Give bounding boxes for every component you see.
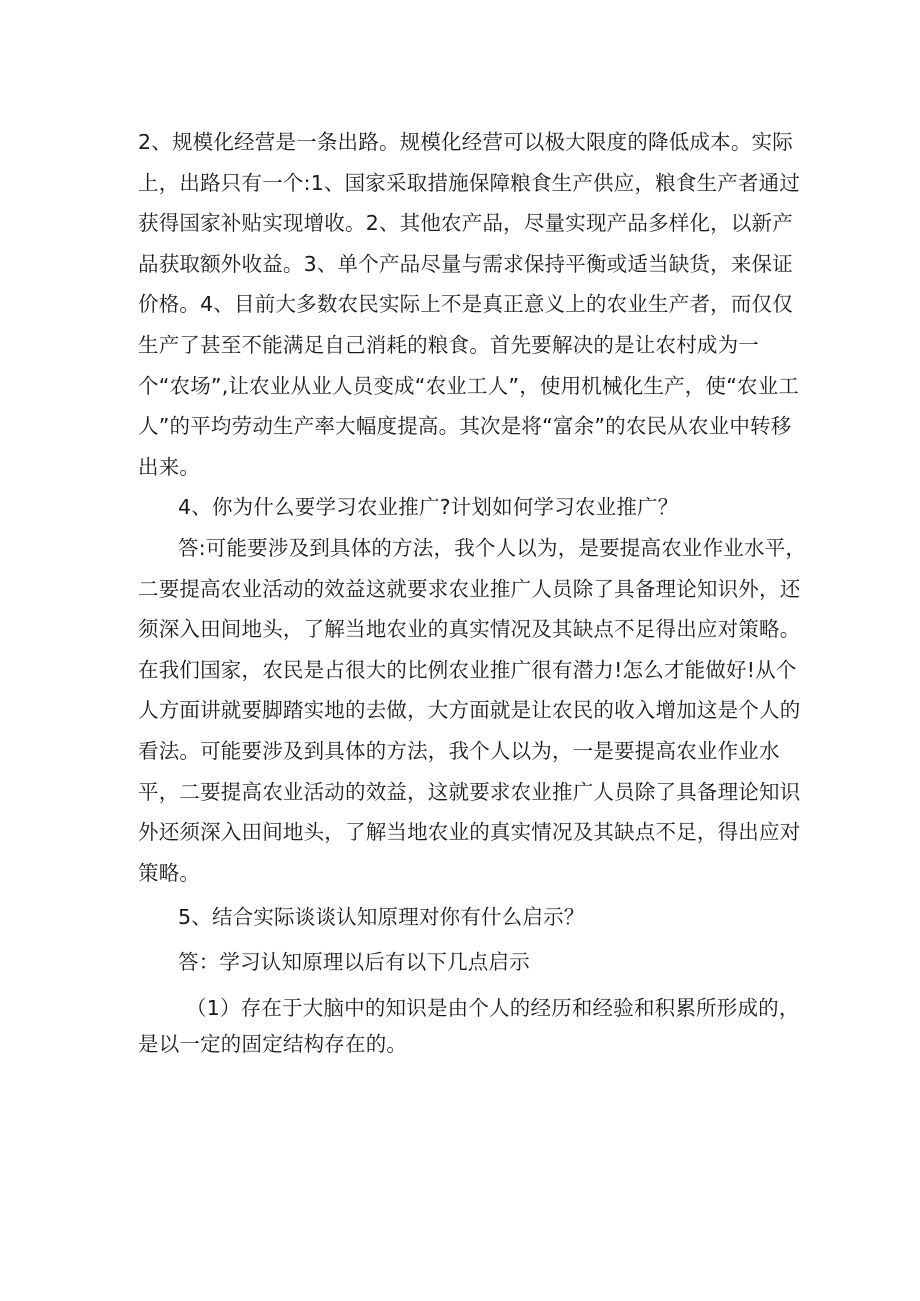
question-4: 4、你为什么要学习农业推广?计划如何学习农业推广？ xyxy=(178,495,679,520)
answer-5-intro: 答：学习认知原理以后有以下几点启示 xyxy=(178,949,530,974)
question-5: 5、结合实际谈谈认知原理对你有什么启示？ xyxy=(178,905,585,930)
paragraph-scale-management: 2、规模化经营是一条出路。规模化经营可以极大限度的降低成本。实际上，出路只有一个:1、国家采取措施保障粮食生产供应，粮食生产者通过获得国家补贴实现增收。2、其他农产品，尽量实现产品多样化，以新产品获取额外收益。3、单个产品尽量与需求保持平衡或适当缺货，来保证价格。4、目前大多数农民实际上不是真正意义上的农业生产者，而仅仅生产了甚至不能满足自己消耗的粮食。首先要解决的是让农村成为一个“农场”,让农业从业人员变成“农业工人”，使用机械化生产，使“农业工人”的平均劳动生产率大幅度提高。其次是将“富余”的农民从农业中转移出来。 xyxy=(138,130,801,479)
answer-4: 答:可能要涉及到具体的方法，我个人以为，是要提高农业作业水平，二要提高农业活动的效益这就要求农业推广人员除了具备理论知识外，还须深入田间地头，了解当地农业的真实情况及其缺点不足得出应对策略。在我们国家，农民是占很大的比例农业推广很有潜力!怎么才能做好!从个人方面讲就要脚踏实地的去做，大方面就是让农民的收入增加这是个人的看法。可能要涉及到具体的方法，我个人以为，一是要提高农业作业水平，二要提高农业活动的效益，这就要求农业推广人员除了具备理论知识外还须深入田间地头，了解当地农业的真实情况及其缺点不足，得出应对策略。 xyxy=(138,535,807,885)
answer-5-point-1: （1）存在于大脑中的知识是由个人的经历和经验和积累所形成的，是以一定的固定结构存在的。 xyxy=(138,996,800,1057)
document-body xyxy=(138,122,810,1062)
